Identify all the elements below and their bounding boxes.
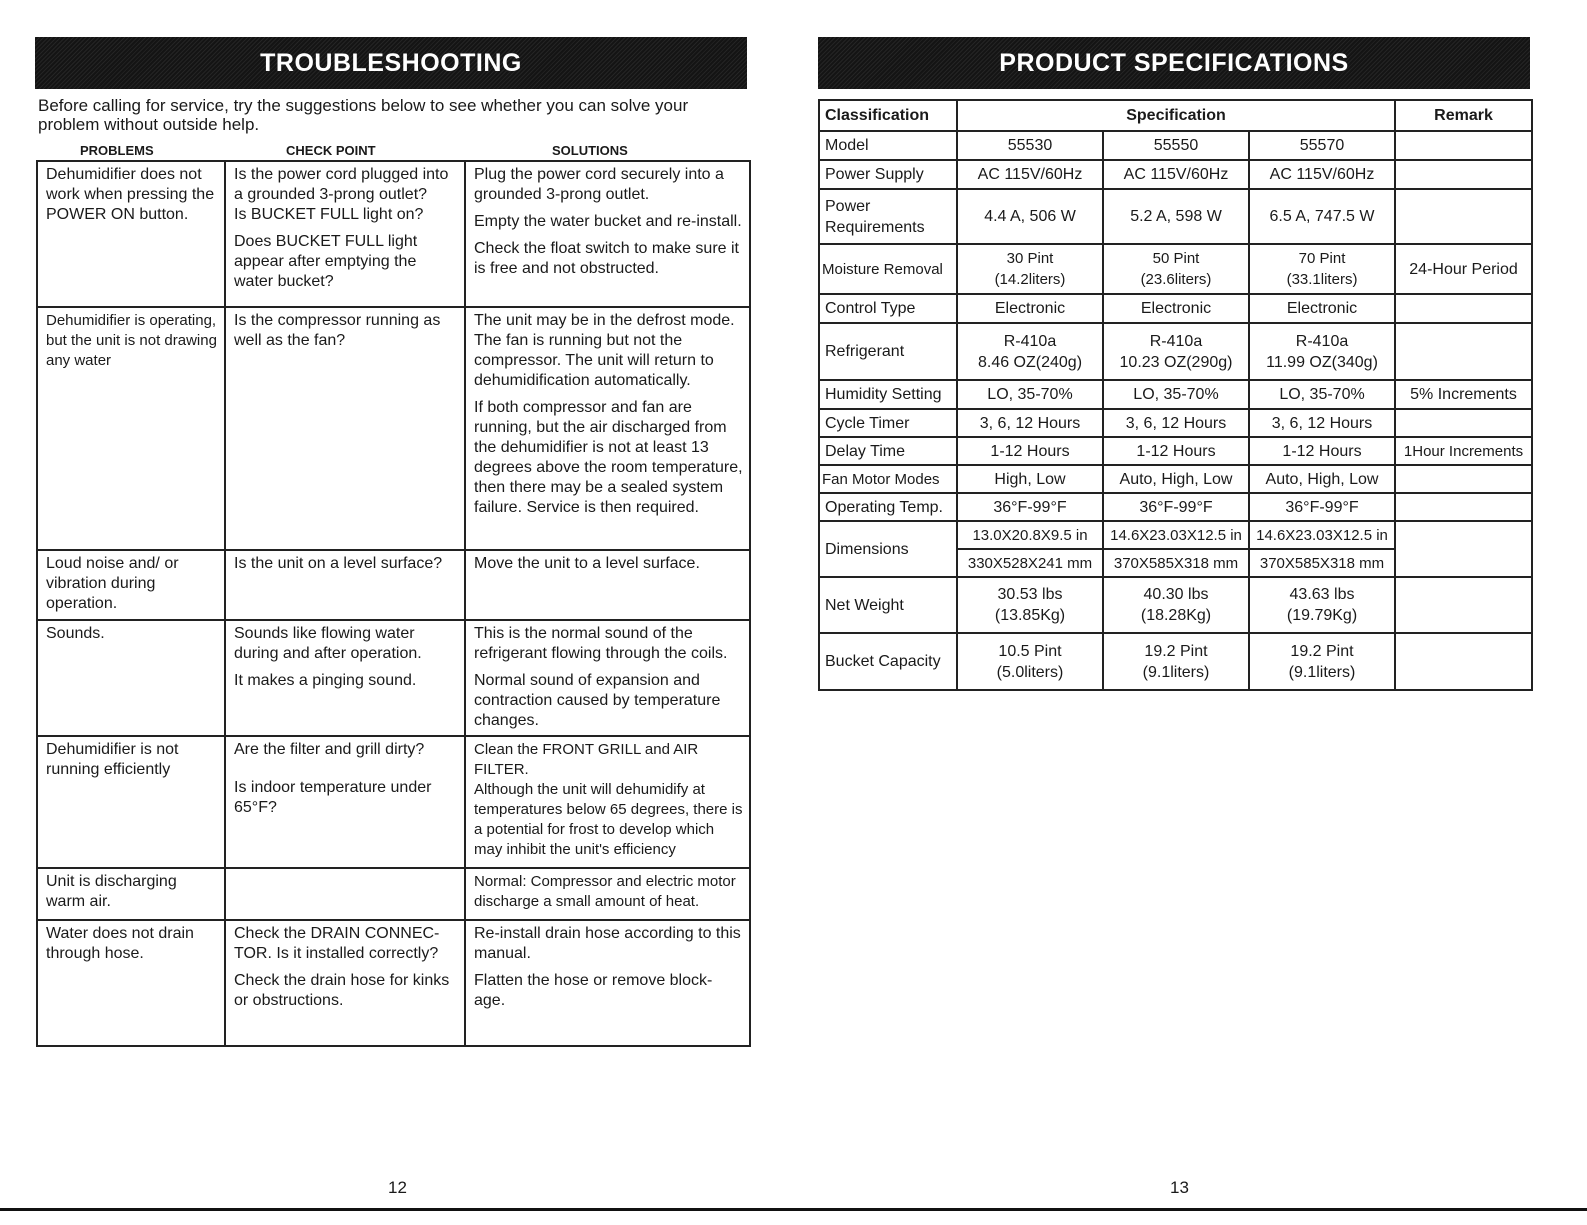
spec-cell: R-410a 8.46 OZ(240g) xyxy=(957,323,1103,380)
spec-cell: 13.0X20.8X9.5 in xyxy=(957,521,1103,549)
bottom-rule xyxy=(0,1208,1587,1211)
solution-text: Plug the power cord securely into a grounded 3-prong outlet. xyxy=(474,166,724,203)
spec-cell: Electronic xyxy=(1249,294,1395,323)
table-row xyxy=(37,550,750,620)
problem-cell xyxy=(37,868,225,920)
spec-cell: 19.2 Pint (9.1liters) xyxy=(1249,633,1395,690)
table-row xyxy=(819,633,1532,690)
remark-cell xyxy=(1395,131,1532,160)
intro-text: Before calling for service, try the suggestions below to see whether you can solve your problem without outside help. xyxy=(38,96,689,134)
table-row xyxy=(37,161,750,307)
spec-cell: 370X585X318 mm xyxy=(1103,549,1249,577)
spec-cell: AC 115V/60Hz xyxy=(957,160,1103,189)
table-row xyxy=(819,577,1532,633)
problem-text: Dehumidifier is not running efficiently xyxy=(46,741,179,778)
solution-text: Re-install drain hose according to this manual. xyxy=(474,925,741,962)
problem-cell xyxy=(37,920,225,1046)
table-row xyxy=(819,437,1532,465)
check-cell xyxy=(225,736,465,868)
solution-text: Flatten the hose or remove block- age. xyxy=(474,972,713,1009)
problem-cell xyxy=(37,620,225,736)
spec-cell: 55530 xyxy=(957,131,1103,160)
check-text: Sounds like flowing water during and after operation. xyxy=(234,625,422,662)
spec-cell: AC 115V/60Hz xyxy=(1249,160,1395,189)
spec-cell: LO, 35-70% xyxy=(1249,380,1395,409)
solution-text: The unit may be in the defrost mode. The fan is running but not the compressor. The unit will return to dehumidification automatically. xyxy=(474,312,735,389)
check-text: Is the unit on a level surface? xyxy=(234,555,443,572)
row-label: Control Type xyxy=(819,294,957,323)
specifications-table xyxy=(818,99,1533,691)
remark-cell xyxy=(1395,189,1532,244)
troubleshooting-banner: TROUBLESHOOTING xyxy=(35,37,747,89)
row-label: Power Supply xyxy=(819,160,957,189)
table-row xyxy=(37,620,750,736)
solution-cell xyxy=(465,161,750,307)
spec-cell: 1-12 Hours xyxy=(1249,437,1395,465)
spec-cell: 50 Pint (23.6liters) xyxy=(1103,244,1249,294)
row-label: Bucket Capacity xyxy=(819,633,957,690)
solution-text: Empty the water bucket and re-install. xyxy=(474,213,742,230)
solution-text: Clean the FRONT GRILL and AIR FILTER. Although the unit will dehumidify at temperatures below 65 degrees, there is a potential for frost to develop which may inhibit the unit's efficiency xyxy=(474,741,743,858)
problem-text: Loud noise and/ or vibration during operation. xyxy=(46,555,179,612)
table-row xyxy=(37,307,750,550)
remark-cell: 1Hour Increments xyxy=(1395,437,1532,465)
spec-cell: 4.4 A, 506 W xyxy=(957,189,1103,244)
check-point-header: CHECK POINT xyxy=(286,143,376,158)
spec-cell: 330X528X241 mm xyxy=(957,549,1103,577)
product-specifications-banner: PRODUCT SPECIFICATIONS xyxy=(818,37,1530,89)
spec-cell: Electronic xyxy=(957,294,1103,323)
check-text: Is indoor temperature under 65°F? xyxy=(234,779,432,816)
problem-text: Dehumidifier does not work when pressing the POWER ON button. xyxy=(46,166,215,223)
remark-cell xyxy=(1395,633,1532,690)
solution-cell xyxy=(465,736,750,868)
problem-cell xyxy=(37,307,225,550)
spec-cell: 70 Pint (33.1liters) xyxy=(1249,244,1395,294)
page-number-left: 12 xyxy=(388,1178,407,1197)
solutions-header: SOLUTIONS xyxy=(552,143,628,158)
remark-cell xyxy=(1395,577,1532,633)
remark-cell xyxy=(1395,465,1532,493)
check-text: Check the DRAIN CONNEC- TOR. Is it installed correctly? xyxy=(234,925,440,962)
remark-cell xyxy=(1395,323,1532,380)
spec-cell: 14.6X23.03X12.5 in xyxy=(1249,521,1395,549)
row-label: Operating Temp. xyxy=(819,493,957,521)
remark-cell: 24-Hour Period xyxy=(1395,244,1532,294)
spec-cell: High, Low xyxy=(957,465,1103,493)
check-cell xyxy=(225,161,465,307)
classification-header: Classification xyxy=(819,100,957,131)
row-label: Moisture Removal xyxy=(819,244,957,294)
table-row xyxy=(37,868,750,920)
row-label: Cycle Timer xyxy=(819,409,957,437)
remark-cell xyxy=(1395,521,1532,577)
spec-cell: 55570 xyxy=(1249,131,1395,160)
solution-text: This is the normal sound of the refrigerant flowing through the coils. xyxy=(474,625,728,662)
spec-cell: 30.53 lbs (13.85Kg) xyxy=(957,577,1103,633)
problem-cell xyxy=(37,736,225,868)
spec-cell: 3, 6, 12 Hours xyxy=(1103,409,1249,437)
solution-cell xyxy=(465,620,750,736)
spec-cell: R-410a 10.23 OZ(290g) xyxy=(1103,323,1249,380)
check-text: Is the compressor running as well as the fan? xyxy=(234,312,441,349)
check-cell xyxy=(225,620,465,736)
solution-cell xyxy=(465,920,750,1046)
table-row xyxy=(819,160,1532,189)
problem-text: Sounds. xyxy=(46,625,105,642)
problem-cell xyxy=(37,161,225,307)
remark-cell xyxy=(1395,160,1532,189)
spec-cell: 10.5 Pint (5.0liters) xyxy=(957,633,1103,690)
row-label: Delay Time xyxy=(819,437,957,465)
page-number-right: 13 xyxy=(1170,1178,1189,1197)
spec-cell: 3, 6, 12 Hours xyxy=(1249,409,1395,437)
row-label: Power Requirements xyxy=(819,189,957,244)
table-row xyxy=(819,521,1532,549)
spec-cell: LO, 35-70% xyxy=(957,380,1103,409)
remark-header: Remark xyxy=(1395,100,1532,131)
spec-cell: 370X585X318 mm xyxy=(1249,549,1395,577)
row-label: Humidity Setting xyxy=(819,380,957,409)
table-row xyxy=(819,323,1532,380)
spec-cell: 36°F-99°F xyxy=(1249,493,1395,521)
solution-text: Check the float switch to make sure it is free and not obstructed. xyxy=(474,240,739,277)
spec-cell: 36°F-99°F xyxy=(1103,493,1249,521)
spec-cell: Auto, High, Low xyxy=(1103,465,1249,493)
table-row xyxy=(37,920,750,1046)
solution-cell xyxy=(465,307,750,550)
problem-text: Water does not drain through hose. xyxy=(46,925,194,962)
table-row xyxy=(37,736,750,868)
spec-cell: 19.2 Pint (9.1liters) xyxy=(1103,633,1249,690)
check-text: Does BUCKET FULL light appear after emptying the water bucket? xyxy=(234,233,418,290)
check-text: Are the filter and grill dirty? xyxy=(234,741,425,758)
check-cell xyxy=(225,920,465,1046)
table-row xyxy=(819,189,1532,244)
row-label: Dimensions xyxy=(819,521,957,577)
solution-text: Move the unit to a level surface. xyxy=(474,555,700,572)
check-text: Check the drain hose for kinks or obstructions. xyxy=(234,972,450,1009)
row-label: Refrigerant xyxy=(819,323,957,380)
spec-cell: 30 Pint (14.2liters) xyxy=(957,244,1103,294)
problem-text: Dehumidifier is operating, but the unit is not drawing any water xyxy=(46,312,217,369)
check-cell xyxy=(225,307,465,550)
check-cell xyxy=(225,868,465,920)
table-row xyxy=(819,131,1532,160)
solution-cell xyxy=(465,868,750,920)
spec-cell: 40.30 lbs (18.28Kg) xyxy=(1103,577,1249,633)
problem-cell xyxy=(37,550,225,620)
spec-cell: 14.6X23.03X12.5 in xyxy=(1103,521,1249,549)
spec-cell: R-410a 11.99 OZ(340g) xyxy=(1249,323,1395,380)
spec-cell: 55550 xyxy=(1103,131,1249,160)
solution-text: Normal sound of expansion and contraction caused by temperature changes. xyxy=(474,672,721,729)
spec-cell: 1-12 Hours xyxy=(1103,437,1249,465)
row-label: Net Weight xyxy=(819,577,957,633)
spec-cell: LO, 35-70% xyxy=(1103,380,1249,409)
spec-cell: AC 115V/60Hz xyxy=(1103,160,1249,189)
troubleshooting-table xyxy=(36,160,751,1047)
specification-header: Specification xyxy=(957,100,1395,131)
solution-text: If both compressor and fan are running, but the air discharged from the dehumidifier is not at least 13 degrees above the room temperature, then there may be a sealed system failure. Service is then required. xyxy=(474,399,743,516)
spec-cell: 36°F-99°F xyxy=(957,493,1103,521)
problem-text: Unit is discharging warm air. xyxy=(46,873,177,910)
spec-cell: 6.5 A, 747.5 W xyxy=(1249,189,1395,244)
spec-cell: 1-12 Hours xyxy=(957,437,1103,465)
spec-cell: 5.2 A, 598 W xyxy=(1103,189,1249,244)
remark-cell xyxy=(1395,493,1532,521)
table-row xyxy=(819,380,1532,409)
row-label: Model xyxy=(819,131,957,160)
table-row xyxy=(819,409,1532,437)
problems-header: PROBLEMS xyxy=(80,143,154,158)
check-text: Is the power cord plugged into a grounded 3-prong outlet? Is BUCKET FULL light on? xyxy=(234,166,449,223)
check-text: It makes a pinging sound. xyxy=(234,672,417,689)
check-cell xyxy=(225,550,465,620)
row-label: Fan Motor Modes xyxy=(819,465,957,493)
table-row xyxy=(819,100,1532,131)
spec-cell: Auto, High, Low xyxy=(1249,465,1395,493)
table-row xyxy=(819,244,1532,294)
spec-cell: 3, 6, 12 Hours xyxy=(957,409,1103,437)
solution-cell xyxy=(465,550,750,620)
table-row xyxy=(819,294,1532,323)
remark-cell xyxy=(1395,294,1532,323)
solution-text: Normal: Compressor and electric motor discharge a small amount of heat. xyxy=(474,873,736,910)
remark-cell xyxy=(1395,409,1532,437)
table-row xyxy=(819,465,1532,493)
spec-cell: 43.63 lbs (19.79Kg) xyxy=(1249,577,1395,633)
spec-cell: Electronic xyxy=(1103,294,1249,323)
remark-cell: 5% Increments xyxy=(1395,380,1532,409)
table-row xyxy=(819,493,1532,521)
